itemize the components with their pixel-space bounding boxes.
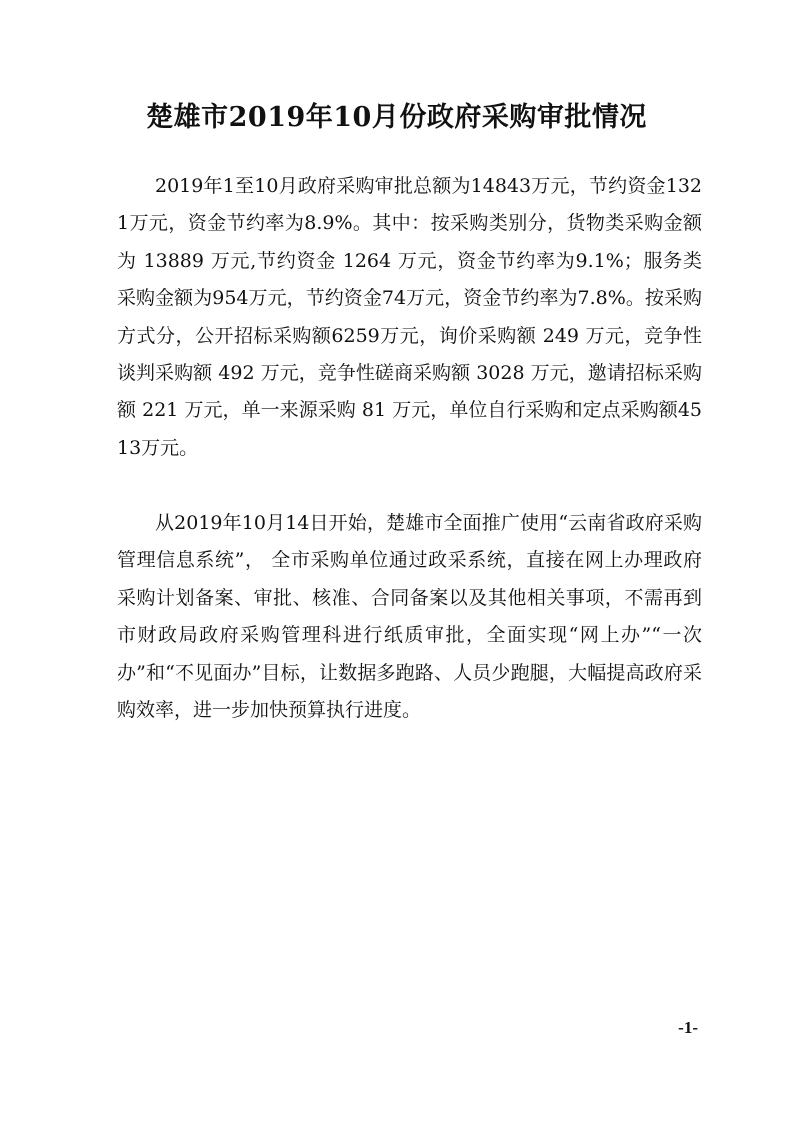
document-title: 楚雄市2019年10月份政府采购审批情况	[146, 102, 647, 133]
body-paragraph-1: 2019年1至10月政府采购审批总额为14843万元，节约资金1321万元，资金节约率为8.9%。其中：按采购类别分，货物类采购金额为 13889 万元,节约资金 1264 万元，资金节约率为9.1%；服务类采购金额为954万元，节约资金74万元，资金节约率为7.8%。按采购方式分，公开招标采购额6259万元，询价采购额 249 万元，竞争性谈判采购额 492 万元，竞争性磋商采购额 3028 万元，邀请招标采购额 221 万元，单一来源采购 81 万元，单位自行采购和定点采购额4513万元。	[117, 175, 702, 459]
page-number: -1-	[678, 1018, 698, 1037]
body-paragraph-2: 从2019年10月14日开始，楚雄市全面推广使用“云南省政府采购管理信息系统”， 全市采购单位通过政采系统，直接在网上办理政府采购计划备案、审批、核准、合同备案以及其他相关事项，不需再到市财政局政府采购管理科进行纸质审批，全面实现“网上办”“一次办”和“不见面办”目标，让数据多跑路、人员少跑腿，大幅提高政府采购效率，进一步加快预算执行进度。	[117, 512, 702, 722]
